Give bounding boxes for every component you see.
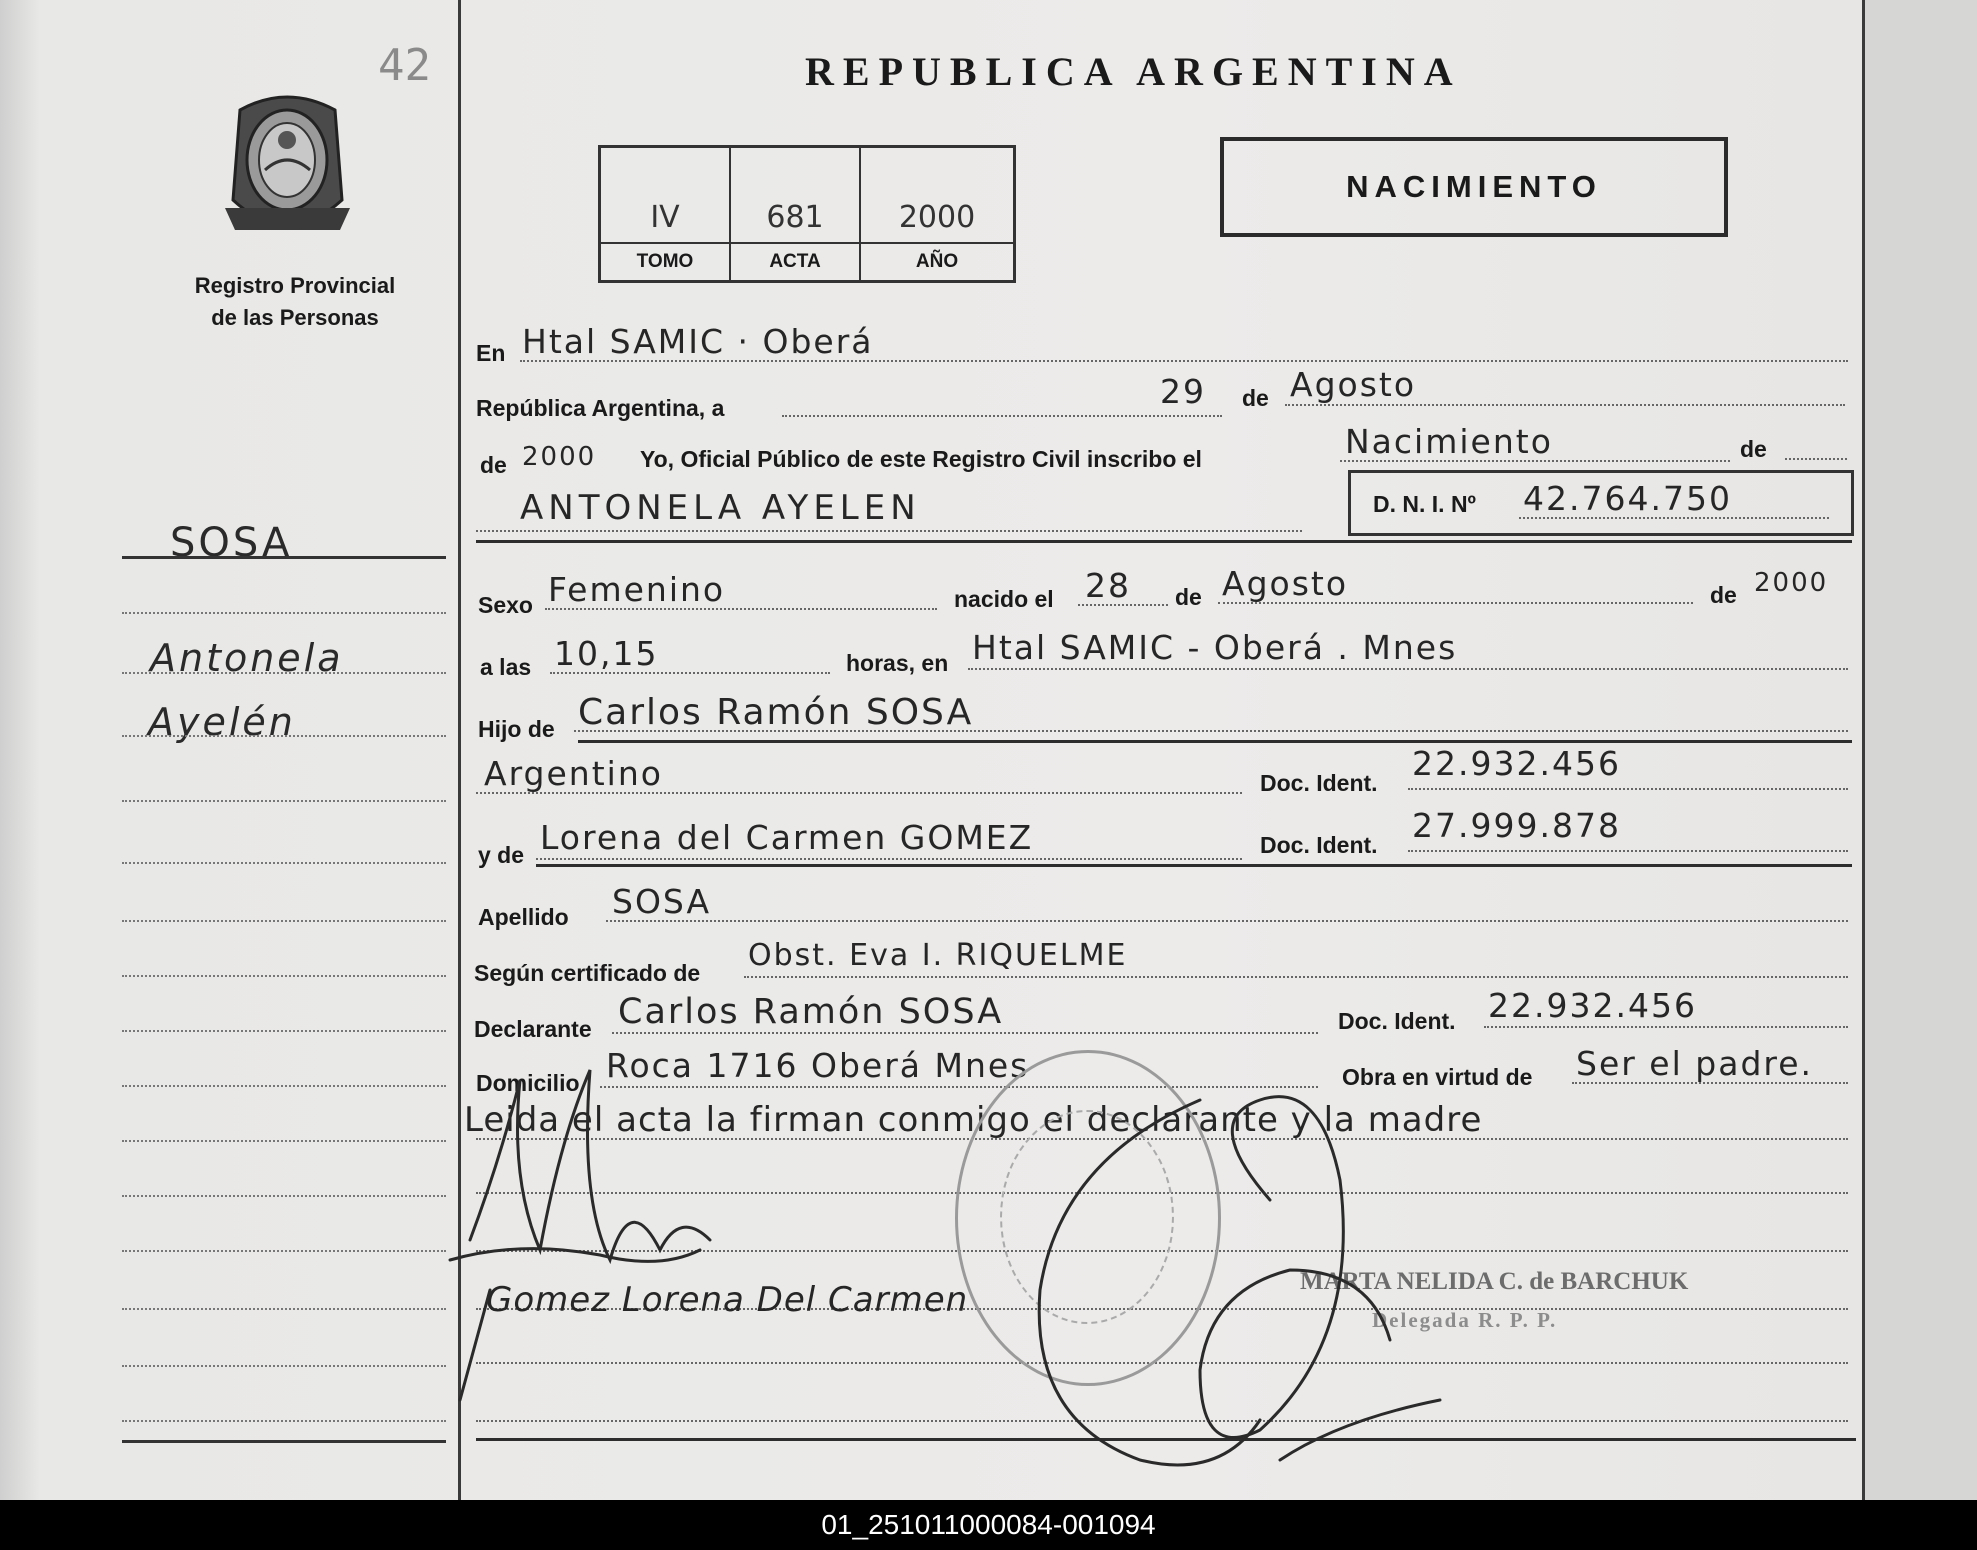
declarante-signature (470, 1070, 710, 1260)
certificado-value: Obst. Eva I. RIQUELME (748, 938, 1128, 973)
acta-value: 681 (766, 200, 824, 235)
act-type-box: NACIMIENTO (1220, 137, 1728, 237)
anio-label: AÑO (861, 242, 1013, 280)
domicilio-value: Roca 1716 Oberá Mnes (606, 1046, 1030, 1085)
nacido-dia-line (1078, 604, 1168, 606)
inscribo-value: Nacimiento (1345, 422, 1553, 461)
dni-label: D. N. I. Nº (1373, 491, 1476, 517)
apellido-value: SOSA (612, 882, 712, 921)
nacido-label: nacido el (954, 586, 1054, 612)
mes-value: Agosto (1290, 365, 1417, 404)
en-line (520, 360, 1848, 362)
stub-surname: SOSA (170, 520, 293, 566)
madre-line (536, 858, 1242, 860)
nacido-anio-de-label: de (1710, 582, 1737, 608)
registry-stamp-inner (1000, 1110, 1174, 1324)
dni-box (1348, 470, 1854, 536)
obra-label: Obra en virtud de (1342, 1064, 1533, 1090)
folio-number: 42 (378, 40, 431, 91)
dni-line (1519, 517, 1829, 519)
obra-line (1572, 1082, 1848, 1084)
sexo-label: Sexo (478, 592, 533, 618)
nacido-dia: 28 (1085, 566, 1131, 605)
domicilio-line (600, 1086, 1318, 1088)
madre-doc-line (1408, 850, 1848, 852)
apellido-line (606, 920, 1848, 922)
inscribo-de-line (1785, 458, 1847, 460)
lugar-value: Htal SAMIC - Oberá . Mnes (972, 628, 1458, 667)
hijo-label: Hijo de (478, 716, 555, 742)
nacionalidad-line (476, 792, 1242, 794)
declarante-line (612, 1032, 1318, 1034)
en-value: Htal SAMIC · Oberá (522, 322, 874, 361)
nombre-value: ANTONELA AYELEN (520, 488, 921, 528)
stub-column (0, 0, 460, 1500)
declarante-doc: 22.932.456 (1488, 986, 1697, 1025)
anio-cell (861, 148, 1013, 280)
nacido-de-label: de (1175, 584, 1202, 610)
official-name: MARTA NELIDA C. de BARCHUK (1300, 1268, 1689, 1295)
stub-divider (458, 0, 461, 1500)
padre-doc-line (1408, 788, 1848, 790)
obra-value: Ser el padre. (1576, 1044, 1814, 1083)
domicilio-label: Domicilio (476, 1070, 580, 1096)
section-rule-3 (536, 864, 1852, 867)
hora-line (550, 672, 830, 674)
padre-line (574, 730, 1848, 732)
padre-value: Carlos Ramón SOSA (578, 692, 974, 733)
madre-value: Lorena del Carmen GOMEZ (540, 818, 1034, 857)
official-title: Delegada R. P. P. (1372, 1308, 1558, 1332)
padre-doc-label: Doc. Ident. (1260, 770, 1378, 796)
lugar-line (968, 668, 1848, 670)
section-rule-1 (476, 540, 1852, 543)
leida-value: Leida el acta la firman conmigo el declarante y la madre (464, 1100, 1483, 1140)
nacido-anio: 2000 (1754, 568, 1829, 598)
a-las-label: a las (480, 654, 532, 680)
nacido-mes-line (1218, 602, 1693, 604)
stub-given-name-2: Ayelén (148, 700, 296, 744)
padre-doc: 22.932.456 (1412, 744, 1621, 783)
registry-line-1: Registro Provincial (194, 273, 396, 298)
sexo-value: Femenino (548, 570, 726, 609)
reference-table (598, 145, 1016, 283)
declarante-value: Carlos Ramón SOSA (618, 992, 1004, 1032)
apellido-label: Apellido (478, 904, 569, 930)
madre-doc-label: Doc. Ident. (1260, 832, 1378, 858)
tomo-label: TOMO (601, 242, 729, 280)
madre-doc: 27.999.878 (1412, 806, 1621, 845)
tomo-value: IV (650, 200, 680, 235)
acta-label: ACTA (731, 242, 859, 280)
hora-value: 10,15 (554, 634, 659, 673)
declarante-doc-line (1484, 1026, 1848, 1028)
sexo-line (545, 608, 937, 610)
provincial-seal-icon (220, 90, 355, 240)
registry-name (160, 270, 430, 334)
country-title: REPUBLICA ARGENTINA (805, 49, 1462, 94)
certificado-line (744, 976, 1848, 978)
adjacent-page (1865, 0, 1977, 1500)
certificado-label: Según certificado de (474, 960, 701, 986)
firma-madre: Gomez Lorena Del Carmen (486, 1280, 969, 1320)
mes-line (1285, 404, 1845, 406)
nombre-line (476, 530, 1302, 532)
republica-label: República Argentina, a (476, 395, 725, 421)
y-de-label: y de (478, 842, 525, 868)
tomo-cell (601, 148, 731, 280)
horas-en-label: horas, en (846, 650, 949, 676)
blank-line-5 (476, 1420, 1848, 1422)
acta-cell (731, 148, 861, 280)
inscribo-de-label: de (1740, 436, 1767, 462)
padre-nacionalidad: Argentino (484, 754, 663, 793)
anio-value: 2000 (898, 200, 976, 235)
section-rule-2 (578, 740, 1852, 743)
blank-line-4 (476, 1362, 1848, 1364)
registry-line-2: de las Personas (211, 305, 379, 330)
inscribo-line (1340, 460, 1730, 462)
stub-bottom-rule (122, 1440, 446, 1443)
bottom-rule (476, 1438, 1856, 1441)
anio-value-text: 2000 (522, 442, 597, 472)
stub-rule (122, 556, 446, 559)
dni-value: 42.764.750 (1523, 479, 1732, 518)
declarante-doc-label: Doc. Ident. (1338, 1008, 1456, 1034)
image-code-footer: 01_251011000084-001094 (0, 1500, 1977, 1550)
dia-line (782, 415, 1222, 417)
anio-de-label: de (480, 452, 507, 478)
en-label: En (476, 340, 506, 366)
stub-given-name-1: Antonela (150, 636, 344, 680)
declarante-label: Declarante (474, 1016, 592, 1042)
dia-value: 29 (1160, 372, 1206, 411)
mes-de-label: de (1242, 385, 1269, 411)
nacido-mes: Agosto (1222, 564, 1349, 603)
oficial-text: Yo, Oficial Público de este Registro Civil inscribo el (640, 446, 1202, 472)
